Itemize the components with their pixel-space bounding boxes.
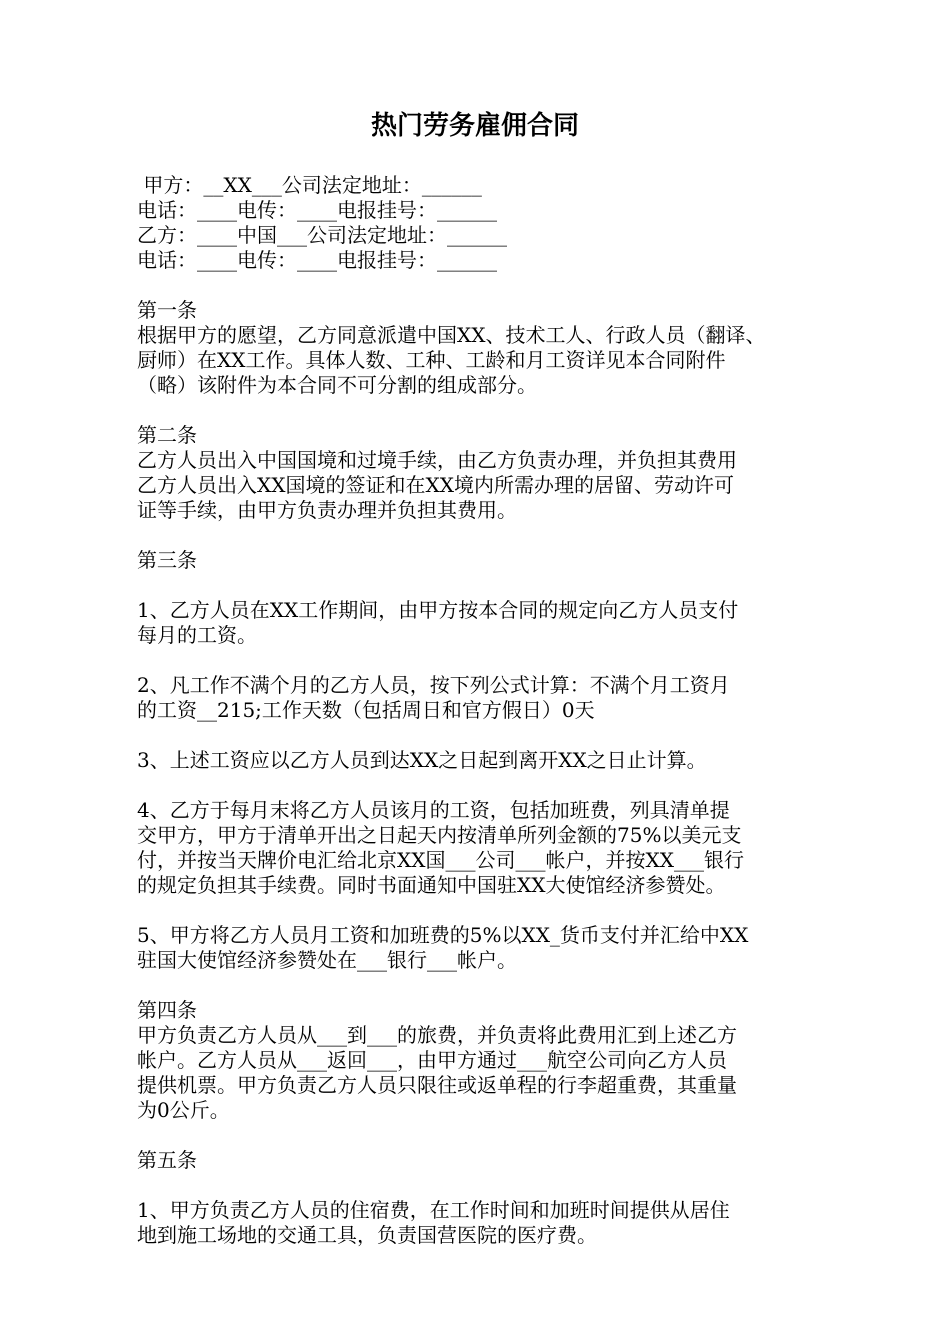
spacer	[137, 573, 827, 598]
article-heading: 第三条	[137, 548, 197, 572]
spacer	[137, 723, 827, 748]
article-1	[137, 298, 827, 398]
article-line: 为0公斤。	[137, 1098, 230, 1122]
clause-item	[137, 673, 827, 723]
article-line: 乙方人员出入中国国境和过境手续，由乙方负责办理，并负担其费用	[137, 448, 737, 472]
clause-line: 驻国大使馆经济参赞处在___银行___帐户。	[137, 948, 517, 972]
clause-line: 5、甲方将乙方人员月工资和加班费的5%以XX_货币支付并汇给中XX	[137, 923, 749, 947]
clause-line: 付，并按当天牌价电汇给北京XX国___公司___帐户，并按XX___银行	[137, 848, 744, 872]
clause-line: 地到施工场地的交通工具，负责国营医院的医疗费。	[137, 1223, 597, 1247]
spacer	[137, 898, 827, 923]
clause-item	[137, 748, 827, 773]
clause-item	[137, 1198, 827, 1248]
clause-line: 1、乙方人员在XX工作期间，由甲方按本合同的规定向乙方人员支付	[137, 598, 739, 622]
clause-item	[137, 798, 827, 898]
spacer	[137, 973, 827, 998]
article-4	[137, 998, 827, 1123]
party-a-contact-line: 电话：____电传：____电报挂号：______	[137, 198, 497, 222]
clause-line: 交甲方，甲方于清单开出之日起天内按清单所列金额的75%以美元支	[137, 823, 742, 847]
article-heading: 第二条	[137, 423, 197, 447]
article-line: 证等手续，由甲方负责办理并负担其费用。	[137, 498, 517, 522]
article-heading: 第五条	[137, 1148, 197, 1172]
article-heading: 第一条	[137, 298, 197, 322]
article-2	[137, 423, 827, 523]
spacer	[137, 648, 827, 673]
contract-body	[137, 173, 827, 1248]
clause-line: 4、乙方于每月末将乙方人员该月的工资，包括加班费，列具清单提	[137, 798, 730, 822]
article-line: 帐户。乙方人员从___返回___，由甲方通过___航空公司向乙方人员	[137, 1048, 727, 1072]
clause-line: 的工资__215;工作天数（包括周日和官方假日）0天	[137, 698, 595, 722]
article-5	[137, 1148, 827, 1248]
spacer	[137, 773, 827, 798]
spacer	[137, 398, 827, 423]
clause-item	[137, 598, 827, 648]
article-3	[137, 548, 827, 973]
clause-item	[137, 923, 827, 973]
clause-line: 2、凡工作不满个月的乙方人员，按下列公式计算：不满个月工资月	[137, 673, 730, 697]
spacer	[137, 523, 827, 548]
spacer	[137, 273, 827, 298]
clause-line: 的规定负担其手续费。同时书面通知中国驻XX大使馆经济参赞处。	[137, 873, 726, 897]
clause-line: 每月的工资。	[137, 623, 257, 647]
party-b-line: 乙方：____中国___公司法定地址：______	[137, 223, 507, 247]
article-heading: 第四条	[137, 998, 197, 1022]
article-line: 根据甲方的愿望，乙方同意派遣中国XX、技术工人、行政人员（翻译、	[137, 323, 766, 347]
article-line: 提供机票。甲方负责乙方人员只限往或返单程的行李超重费，其重量	[137, 1073, 737, 1097]
clause-line: 1、甲方负责乙方人员的住宿费，在工作时间和加班时间提供从居住	[137, 1198, 730, 1222]
article-line: （略）该附件为本合同不可分割的组成部分。	[137, 373, 537, 397]
party-a-line: 甲方：__XX___公司法定地址：______	[137, 173, 482, 197]
party-b-contact-line: 电话：____电传：____电报挂号：______	[137, 248, 497, 272]
article-line: 厨师）在XX工作。具体人数、工种、工龄和月工资详见本合同附件	[137, 348, 726, 372]
article-line: 乙方人员出入XX国境的签证和在XX境内所需办理的居留、劳动许可	[137, 473, 734, 497]
spacer	[137, 1173, 827, 1198]
document-title: 热门劳务雇佣合同	[370, 111, 579, 141]
clause-line: 3、上述工资应以乙方人员到达XX之日起到离开XX之日止计算。	[137, 748, 707, 772]
article-line: 甲方负责乙方人员从___到___的旅费，并负责将此费用汇到上述乙方	[137, 1023, 737, 1047]
parties-block	[137, 173, 827, 273]
spacer	[137, 1123, 827, 1148]
